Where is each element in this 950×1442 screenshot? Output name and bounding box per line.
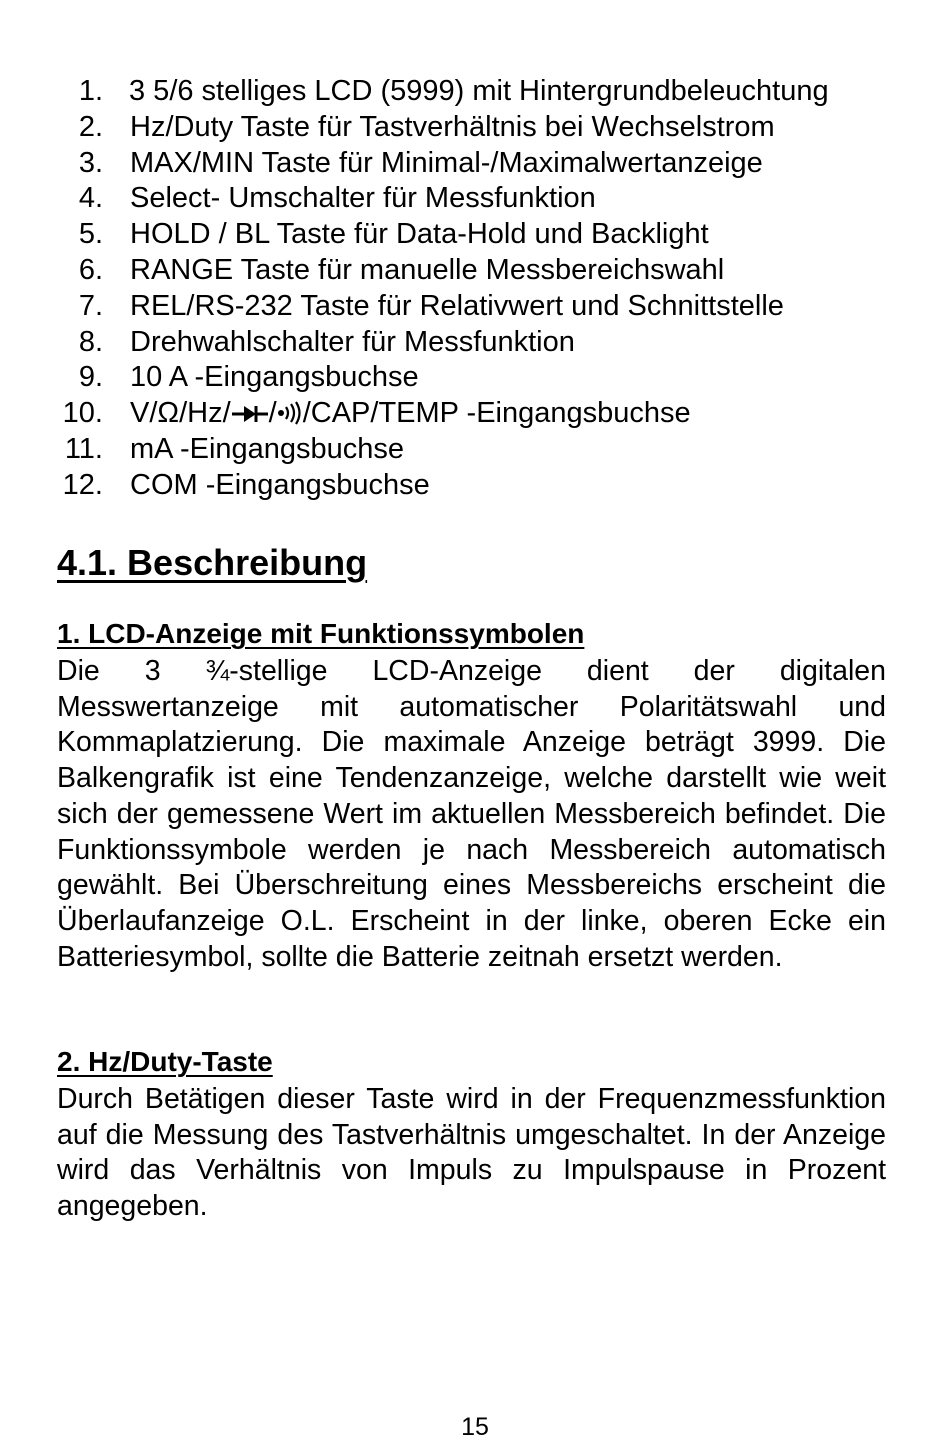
list-item [57, 396, 897, 432]
list-item-number: 12. [62, 468, 103, 501]
list-item [57, 110, 897, 146]
section-heading: 4.1. Beschreibung [57, 542, 368, 583]
paragraph-hz-duty: Durch Betätigen dieser Taste wird in der Frequenzmessfunktion auf die Messung des Tastverhältnis umgeschaltet. In der Anzeige wird das Verhältnis von Impuls zu Impulspause in Prozent angegeben. [57, 1083, 886, 1223]
subsection-heading-lcd: 1. LCD-Anzeige mit Funktionssymbolen [57, 618, 585, 649]
list-item-text: 10 A -Eingangsbuchse [130, 361, 419, 394]
list-item-text [130, 396, 691, 432]
list-item-text: mA -Eingangsbuchse [130, 432, 405, 465]
diode-icon [232, 404, 268, 424]
list-item [57, 468, 897, 504]
list-item-text: Hz/Duty Taste für Tastverhältnis bei Wechselstrom [130, 110, 775, 143]
list-item [57, 325, 897, 361]
continuity-buzzer-icon [277, 401, 303, 425]
list-item-number: 6. [78, 253, 103, 286]
subsection-heading-hz-duty: 2. Hz/Duty-Taste [57, 1046, 273, 1077]
list-item-text: Select- Umschalter für Messfunktion [130, 182, 596, 215]
list-item-text-part: /CAP/TEMP -Eingangsbuchse [302, 397, 691, 430]
list-item-text: Drehwahlschalter für Messfunktion [130, 325, 575, 358]
list-item [57, 74, 897, 110]
list-item [57, 360, 897, 396]
paragraph-lcd: Die 3 ¾-stellige LCD-Anzeige dient der digitalen Messwertanzeige mit automatischer Polaritätswahl und Kommaplatzierung. Die maximale Anzeige beträgt 3999. Die Balkengrafik ist eine Tendenzanzeige, welche darstellt wie weit sich der gemessene Wert im aktuellen Messbereich befindet. Die Funktionssymbole werden je nach Messbereich automatisch gewählt. Bei Überschreitung eines Messbereichs erscheint die Überlaufanzeige O.L. Erscheint in der linke, oberen Ecke ein Batteriesymbol, sollte die Batterie zeitnah ersetzt werden. [57, 655, 886, 973]
list-item [57, 217, 897, 253]
list-item-number: 3. [78, 146, 103, 179]
list-item [57, 289, 897, 325]
list-item-number: 11. [64, 432, 103, 465]
component-list [57, 74, 897, 504]
list-item-text: HOLD / BL Taste für Data-Hold und Backlight [130, 218, 709, 251]
list-item-number: 2. [78, 110, 103, 143]
list-item-number: 1. [78, 75, 103, 107]
list-item-number: 9. [78, 361, 103, 394]
list-item-text: COM -Eingangsbuchse [130, 468, 430, 501]
list-item [57, 432, 897, 468]
list-item-text: RANGE Taste für manuelle Messbereichswahl [130, 253, 725, 286]
page-number: 15 [461, 1413, 489, 1441]
list-item-text: MAX/MIN Taste für Minimal-/Maximalwertanzeige [130, 146, 763, 179]
list-item-text: REL/RS-232 Taste für Relativwert und Schnittstelle [130, 289, 784, 322]
list-item-number: 5. [78, 218, 103, 251]
list-item [57, 146, 897, 182]
list-item-number: 8. [78, 325, 103, 358]
list-item-number: 7. [78, 289, 103, 322]
list-item-text-part: V/Ω/Hz/ [130, 397, 231, 430]
list-item-number: 10. [62, 397, 103, 430]
list-item-text: 3 5/6 stelliges LCD (5999) mit Hintergrundbeleuchtung [129, 75, 829, 107]
list-item [57, 181, 897, 217]
list-item-number: 4. [78, 182, 103, 215]
list-item [57, 253, 897, 289]
list-item-text-part: / [268, 397, 277, 430]
